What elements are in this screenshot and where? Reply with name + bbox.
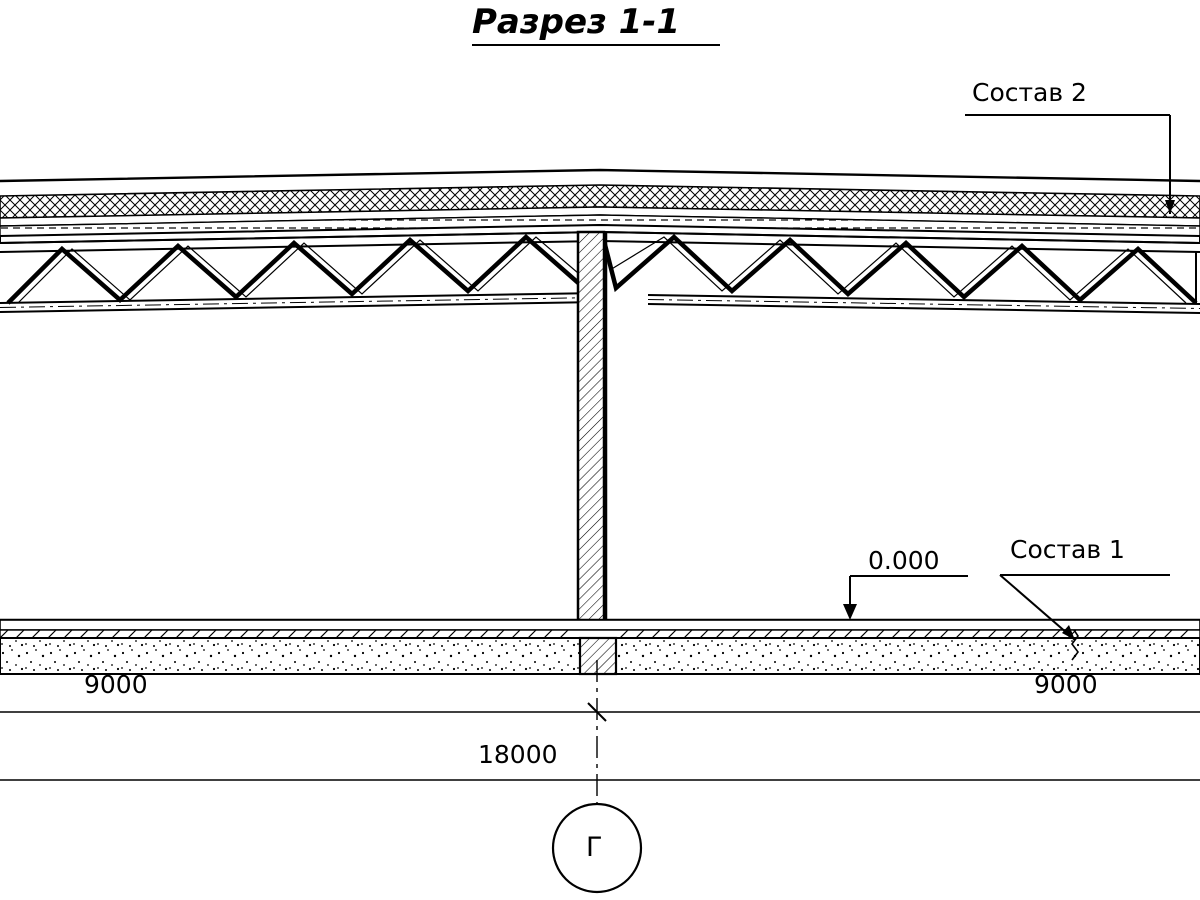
level-mark-leader bbox=[843, 576, 968, 620]
page-title: Разрез 1-1 bbox=[472, 2, 681, 42]
title-underline bbox=[472, 44, 720, 46]
truss-left bbox=[0, 232, 600, 312]
dimension-lines bbox=[0, 660, 1200, 812]
dimension-left-span: 9000 bbox=[84, 670, 148, 699]
dimension-total-span: 18000 bbox=[478, 740, 558, 769]
level-mark-label: 0.000 bbox=[868, 546, 940, 575]
floor-assembly bbox=[0, 620, 1200, 674]
floor-callout-label: Состав 1 bbox=[1010, 535, 1125, 564]
truss-right bbox=[600, 232, 1200, 313]
roof-callout-label: Состав 2 bbox=[972, 78, 1087, 107]
axis-bubble-label: Г bbox=[586, 832, 603, 863]
central-column bbox=[578, 232, 616, 664]
dimension-right-span: 9000 bbox=[1034, 670, 1098, 699]
